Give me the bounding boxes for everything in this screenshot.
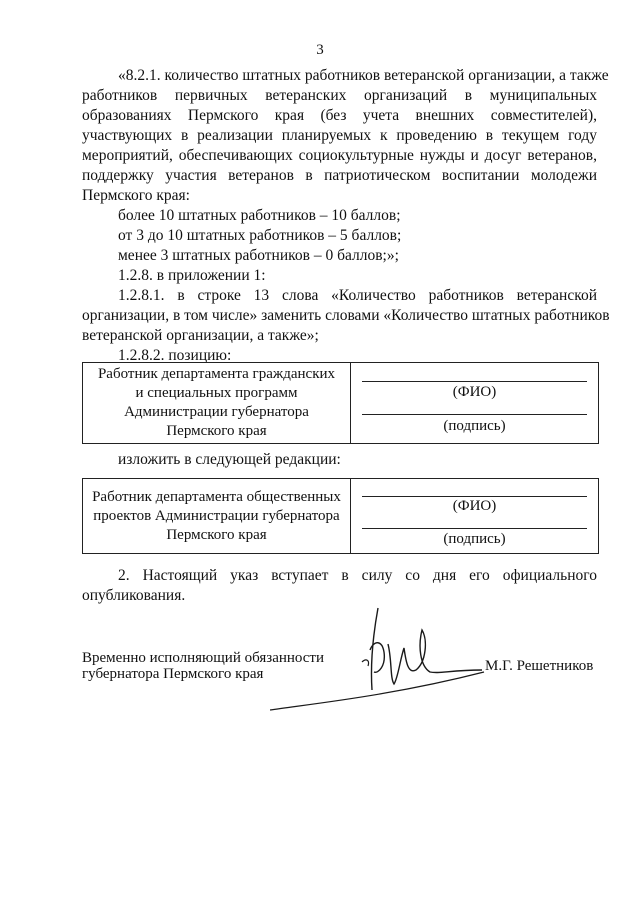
paragraph-8-2-1: [82, 66, 610, 366]
score-line: от 3 до 10 штатных работников – 5 баллов;: [118, 227, 402, 244]
paragraph-line: 2. Настоящий указ вступает в силу со дня его официального: [118, 567, 597, 584]
paragraph-line: организации, в том числе» заменить словами «Количество штатных работников: [82, 307, 610, 324]
score-line: более 10 штатных работников – 10 баллов;: [118, 207, 401, 224]
fio-label: (ФИО): [452, 384, 497, 400]
position-title-cell: [83, 479, 351, 553]
fio-sign-cell: [351, 363, 598, 443]
paragraph-line: опубликования.: [82, 587, 186, 604]
position-title-line: Пермского края: [166, 423, 267, 439]
paragraph-line: участвующих в реализации планируемых к проведению в текущем году: [82, 127, 597, 144]
fio-label: (ФИО): [452, 498, 497, 514]
position-title-line: Администрации губернатора: [124, 404, 309, 420]
position-title-cell: [83, 363, 351, 443]
signatory-position-line: губернатора Пермского края: [82, 666, 264, 682]
sign-underline: [362, 528, 587, 529]
signature-stroke: [362, 660, 369, 666]
fio-underline: [362, 381, 587, 382]
signatory-position-line: Временно исполняющий обязанности: [82, 650, 325, 666]
sign-underline: [362, 414, 587, 415]
sign-label: (подпись): [443, 418, 506, 434]
paragraph-line: мероприятий, обеспечивающих социокультурные нужды и досуг ветеранов,: [82, 147, 597, 164]
edit-phrase-block: [82, 450, 597, 470]
edit-phrase: изложить в следующей редакции:: [118, 451, 341, 468]
item-1-2-8-2: 1.2.8.2. позицию:: [118, 347, 232, 364]
fio-underline: [362, 496, 587, 497]
paragraph-line: поддержку участия ветеранов в патриотическом воспитании молодежи: [82, 167, 597, 184]
position-table-old: [82, 362, 599, 444]
signature-stroke: [371, 608, 378, 690]
fio-sign-cell: [351, 479, 598, 553]
paragraph-line: работников первичных ветеранских организаций в муниципальных: [82, 87, 597, 104]
signatory-name: М.Г. Решетников: [485, 658, 594, 674]
page-number: 3: [316, 42, 324, 58]
position-title-line: Пермского края: [166, 526, 267, 543]
position-title-line: проектов Администрации губернатора: [93, 507, 340, 524]
score-line: менее 3 штатных работников – 0 баллов;»;: [118, 247, 399, 264]
position-title-line: Работник департамента общественных: [92, 488, 341, 505]
position-title-line: Работник департамента гражданских: [97, 366, 336, 382]
sign-label: (подпись): [443, 531, 506, 547]
paragraph-line: «8.2.1. количество штатных работников ветеранской организации, а также: [118, 67, 609, 84]
paragraph-line: ветеранской организации, а также»;: [82, 327, 319, 344]
signature-stroke: [270, 672, 484, 710]
position-title-line: и специальных программ: [135, 385, 298, 401]
position-table-new: [82, 478, 599, 554]
item-1-2-8: 1.2.8. в приложении 1:: [118, 267, 266, 284]
paragraph-line: Пермского края:: [82, 187, 190, 204]
paragraph-line: 1.2.8.1. в строке 13 слова «Количество работников ветеранской: [118, 287, 597, 304]
handwritten-signature: [270, 600, 500, 715]
paragraph-line: образованиях Пермского края (без учета внешних совместителей),: [82, 107, 597, 124]
